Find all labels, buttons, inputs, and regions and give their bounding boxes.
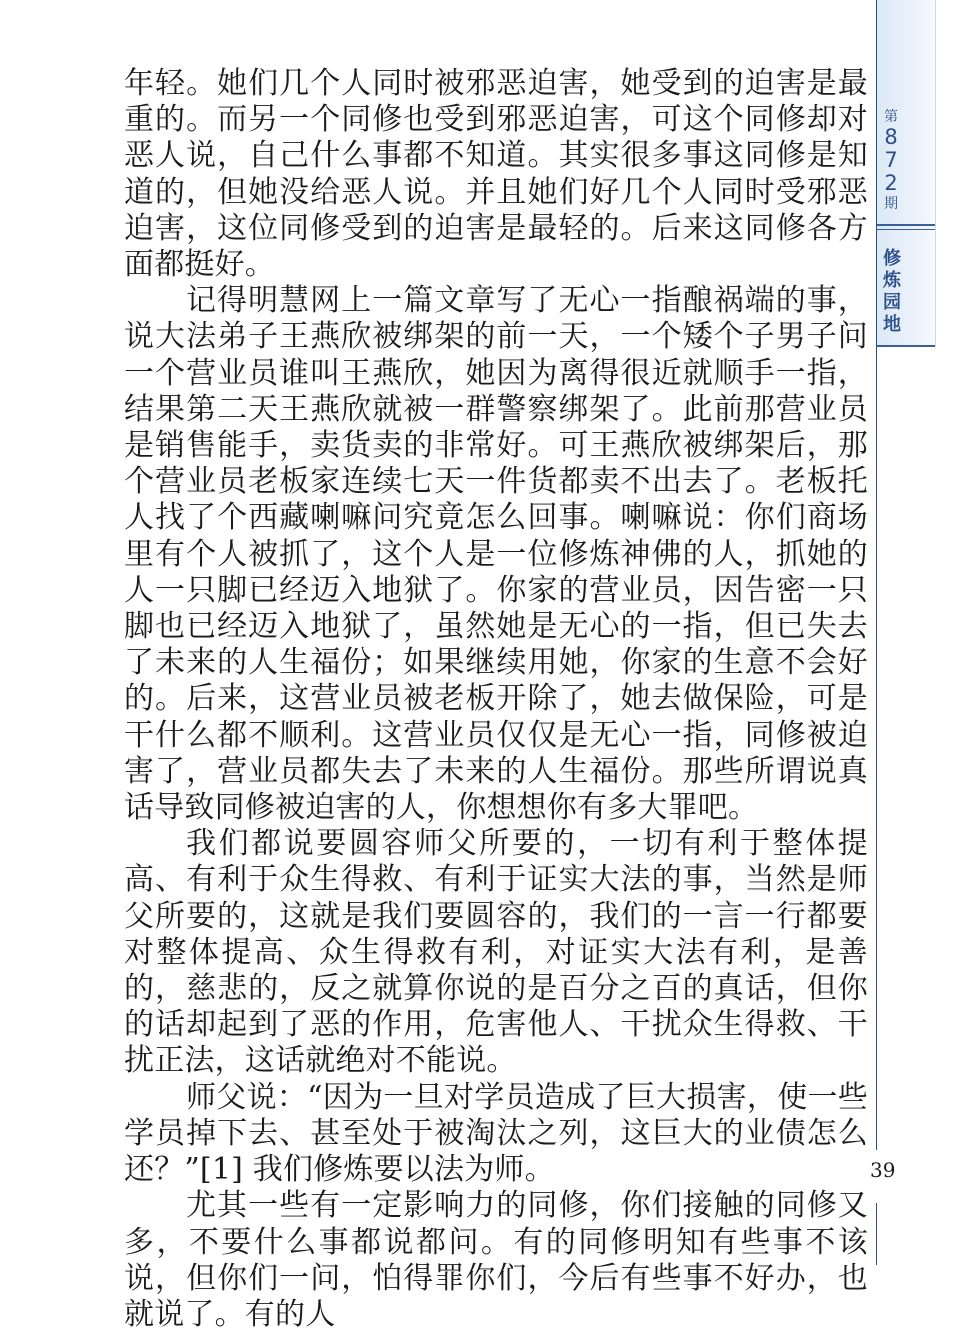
margin-rule-bottom: [876, 1203, 877, 1265]
sidebar-divider-thin: [877, 229, 935, 230]
paragraph: 尤其一些有一定影响力的同修，你们接触的同修又多，不要什么事都说都问。有的同修明知有些事不该说，但你们一问，怕得罪你们，今后有些事不好办，也就说了。有的人: [124, 1188, 868, 1332]
issue-prefix: 第: [884, 109, 898, 125]
issue-number: [877, 108, 905, 213]
sidebar-divider-bottom: [877, 345, 935, 347]
section-char: 园: [883, 292, 901, 313]
paragraph: 记得明慧网上一篇文章写了无心一指酿祸端的事，说大法弟子王燕欣被绑架的前一天，一个矮个子男子问一个营业员谁叫王燕欣，她因为离得很近就顺手一指，结果第二天王燕欣就被一群警察绑架了。此前那营业员是销售能手，卖货卖的非常好。可王燕欣被绑架后，那个营业员老板家连续七天一件货都卖不出去了。老板托人找了个西藏喇嘛问究竟怎么回事。喇嘛说：你们商场里有个人被抓了，这个人是一位修炼神佛的人，抓她的人一只脚已经迈入地狱了。你家的营业员，因告密一只脚也已经迈入地狱了，虽然她是无心的一指，但已失去了未来的人生福份；如果继续用她，你家的生意不会好的。后来，这营业员被老板开除了，她去做保险，可是干什么都不顺利。这营业员仅仅是无心一指，同修被迫害了，营业员都失去了未来的人生福份。那些所谓说真话导致同修被迫害的人，你想想你有多大罪吧。: [124, 283, 868, 826]
paragraph: 我们都说要圆容师父所要的，一切有利于整体提高、有利于众生得救、有利于证实大法的事，当然是师父所要的，这就是我们要圆容的，我们的一言一行都要对整体提高、众生得救有利，对证实大法有利，是善的，慈悲的，反之就算你说的是百分之百的真话，但你的话却起到了恶的作用，危害他人、干扰众生得救、干扰正法，这话就绝对不能说。: [124, 826, 868, 1079]
issue-suffix: 期: [884, 196, 898, 212]
page-number: 39: [870, 1158, 896, 1182]
issue-digit: 2: [884, 171, 898, 195]
paragraph: 年轻。她们几个人同时被邪恶迫害，她受到的迫害是最重的。而另一个同修也受到邪恶迫害，可这个同修却对恶人说，自己什么事都不知道。其实很多事这同修是知道的，但她没给恶人说。并且她们好几个人同时受邪恶迫害，这位同修受到的迫害是最轻的。后来这同修各方面都挺好。: [124, 66, 868, 283]
issue-digit: 8: [884, 125, 898, 149]
margin-rule: [876, 0, 877, 1150]
article-body: [124, 66, 868, 1333]
section-char: 炼: [883, 270, 901, 291]
paragraph: 师父说：“因为一旦对学员造成了巨大损害，使一些学员掉下去、甚至处于被淘汰之列，这巨大的业债怎么还？”[1] 我们修炼要以法为师。: [124, 1079, 868, 1188]
section-char: 地: [883, 314, 901, 335]
section-title: [878, 248, 906, 336]
sidebar-divider: [877, 224, 935, 226]
issue-digit: 7: [884, 148, 898, 172]
section-char: 修: [883, 248, 901, 269]
